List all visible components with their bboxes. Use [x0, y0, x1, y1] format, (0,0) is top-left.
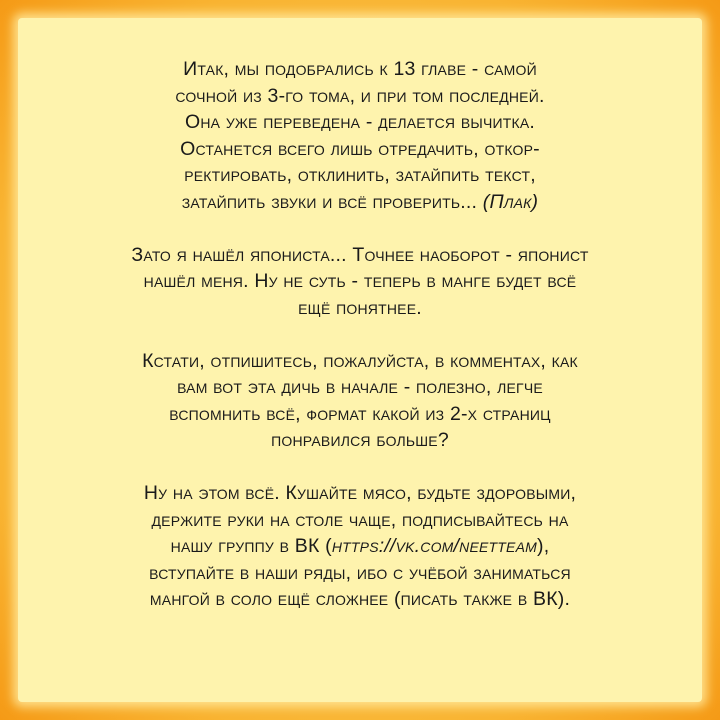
text-line: вступайте в наши ряды, ибо с учёбой заниматься — [149, 561, 571, 584]
text-line: ещё понятнее. — [298, 296, 422, 319]
paragraph-translator — [18, 242, 702, 322]
text-line — [18, 189, 702, 216]
vk-group-link[interactable]: https://vk.com/neetteam — [331, 535, 537, 557]
paragraph-farewell — [18, 480, 702, 613]
text-line: держите руки на столе чаще, подписывайтесь на — [151, 508, 569, 531]
text-fragment: затайпить звуки и всё проверить... — [181, 190, 478, 213]
text-line: Останется всего лишь отредачить, откор- — [180, 137, 540, 160]
text-line: Кстати, отпишитесь, пожалуйста, в комментах, как — [142, 349, 578, 372]
text-fragment: ), — [537, 535, 550, 557]
text-panel — [18, 18, 702, 702]
paragraph-feedback — [18, 348, 702, 454]
text-line — [18, 533, 702, 560]
text-fragment: нашу группу в ВК ( — [170, 535, 332, 557]
text-line: Ну на этом всё. Кушайте мясо, будьте здоровыми, — [143, 482, 577, 504]
text-line: Зато я нашёл япониста... Точнее наоборот - японист — [131, 243, 589, 266]
text-line: вам вот эта дичь в начале - полезно, легче — [177, 376, 543, 398]
text-line: мангой в соло ещё сложнее (писать также в ВК). — [149, 588, 571, 610]
paragraph-chapter-status — [18, 56, 702, 215]
note-text — [18, 56, 702, 613]
text-line: понравился больше? — [271, 429, 449, 451]
text-line: нашёл меня. Ну не суть - теперь в манге будет всё — [143, 270, 577, 292]
text-line: Она уже переведена - делается вычитка. — [184, 111, 536, 133]
text-line: вспомнить всё, формат какой из 2-х страниц — [169, 402, 551, 425]
crying-remark: (Плак) — [482, 190, 539, 213]
text-line: ректировать, отклинить, затайпить текст, — [184, 164, 536, 186]
text-line: Итак, мы подобрались к 13 главе - самой — [183, 58, 537, 80]
text-line: сочной из 3-го тома, и при том последней. — [175, 84, 545, 107]
